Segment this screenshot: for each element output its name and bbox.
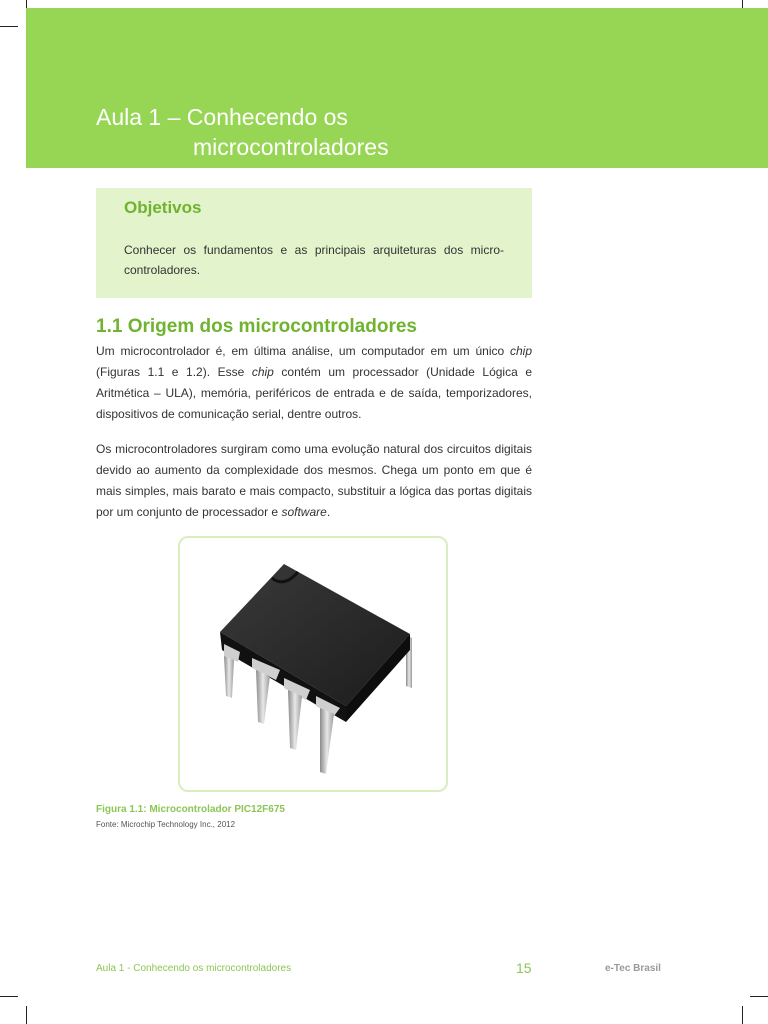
- objectives-box: [96, 188, 532, 298]
- text-run: (Figuras 1.1 e 1.2). Esse: [96, 365, 252, 379]
- crop-mark: [0, 996, 18, 997]
- text-run: .: [326, 505, 331, 519]
- text-run: Um microcontrolador é, em última análise, um computador em um único: [96, 344, 510, 358]
- paragraph-2: [96, 439, 532, 523]
- figure-source: Fonte: Microchip Technology Inc., 2012: [96, 820, 236, 829]
- text-run: Os microcontroladores surgiram como uma evolução natural dos circuitos digitais devido ao aumento da complexidade dos mesmos. Chega um ponto em que é mais simples, mais barato e mais compacto, substituir a lógica das portas digitais por um conjunto de processador e: [96, 442, 532, 519]
- figure-caption: Figura 1.1: Microcontrolador PIC12F675: [96, 804, 285, 815]
- footer-page-number: 15: [516, 960, 532, 976]
- chapter-title-line1: Aula 1 – Conhecendo os: [96, 104, 348, 130]
- footer-brand: e-Tec Brasil: [605, 963, 661, 974]
- italic-term: software: [281, 505, 327, 519]
- chapter-title-line2: microcontroladores: [193, 134, 389, 160]
- objectives-heading: Objetivos: [124, 198, 202, 217]
- italic-term: chip: [509, 344, 532, 358]
- dip8-chip-illustration: [180, 538, 446, 790]
- crop-mark: [0, 26, 18, 27]
- crop-mark: [750, 996, 768, 997]
- section-title: 1.1 Origem dos microcontroladores: [96, 316, 417, 337]
- chapter-title: [96, 102, 596, 162]
- italic-term: chip: [251, 365, 274, 379]
- figure-frame: [178, 536, 448, 792]
- crop-mark: [742, 1006, 743, 1024]
- footer-chapter-label: Aula 1 - Conhecendo os microcontroladores: [96, 963, 292, 974]
- crop-mark: [26, 1006, 27, 1024]
- chip-body-top: [220, 564, 410, 706]
- paragraph-1: [96, 341, 532, 425]
- text-run: contém um processador (Unidade Lógica e Aritmética – ULA), memória, periféricos de entrada e de saída, temporizadores, dispositivos de comunicação serial, dentre outros.: [96, 365, 532, 421]
- objectives-text: Conhecer os fundamentos e as principais arquiteturas dos micro-controladores.: [124, 243, 504, 277]
